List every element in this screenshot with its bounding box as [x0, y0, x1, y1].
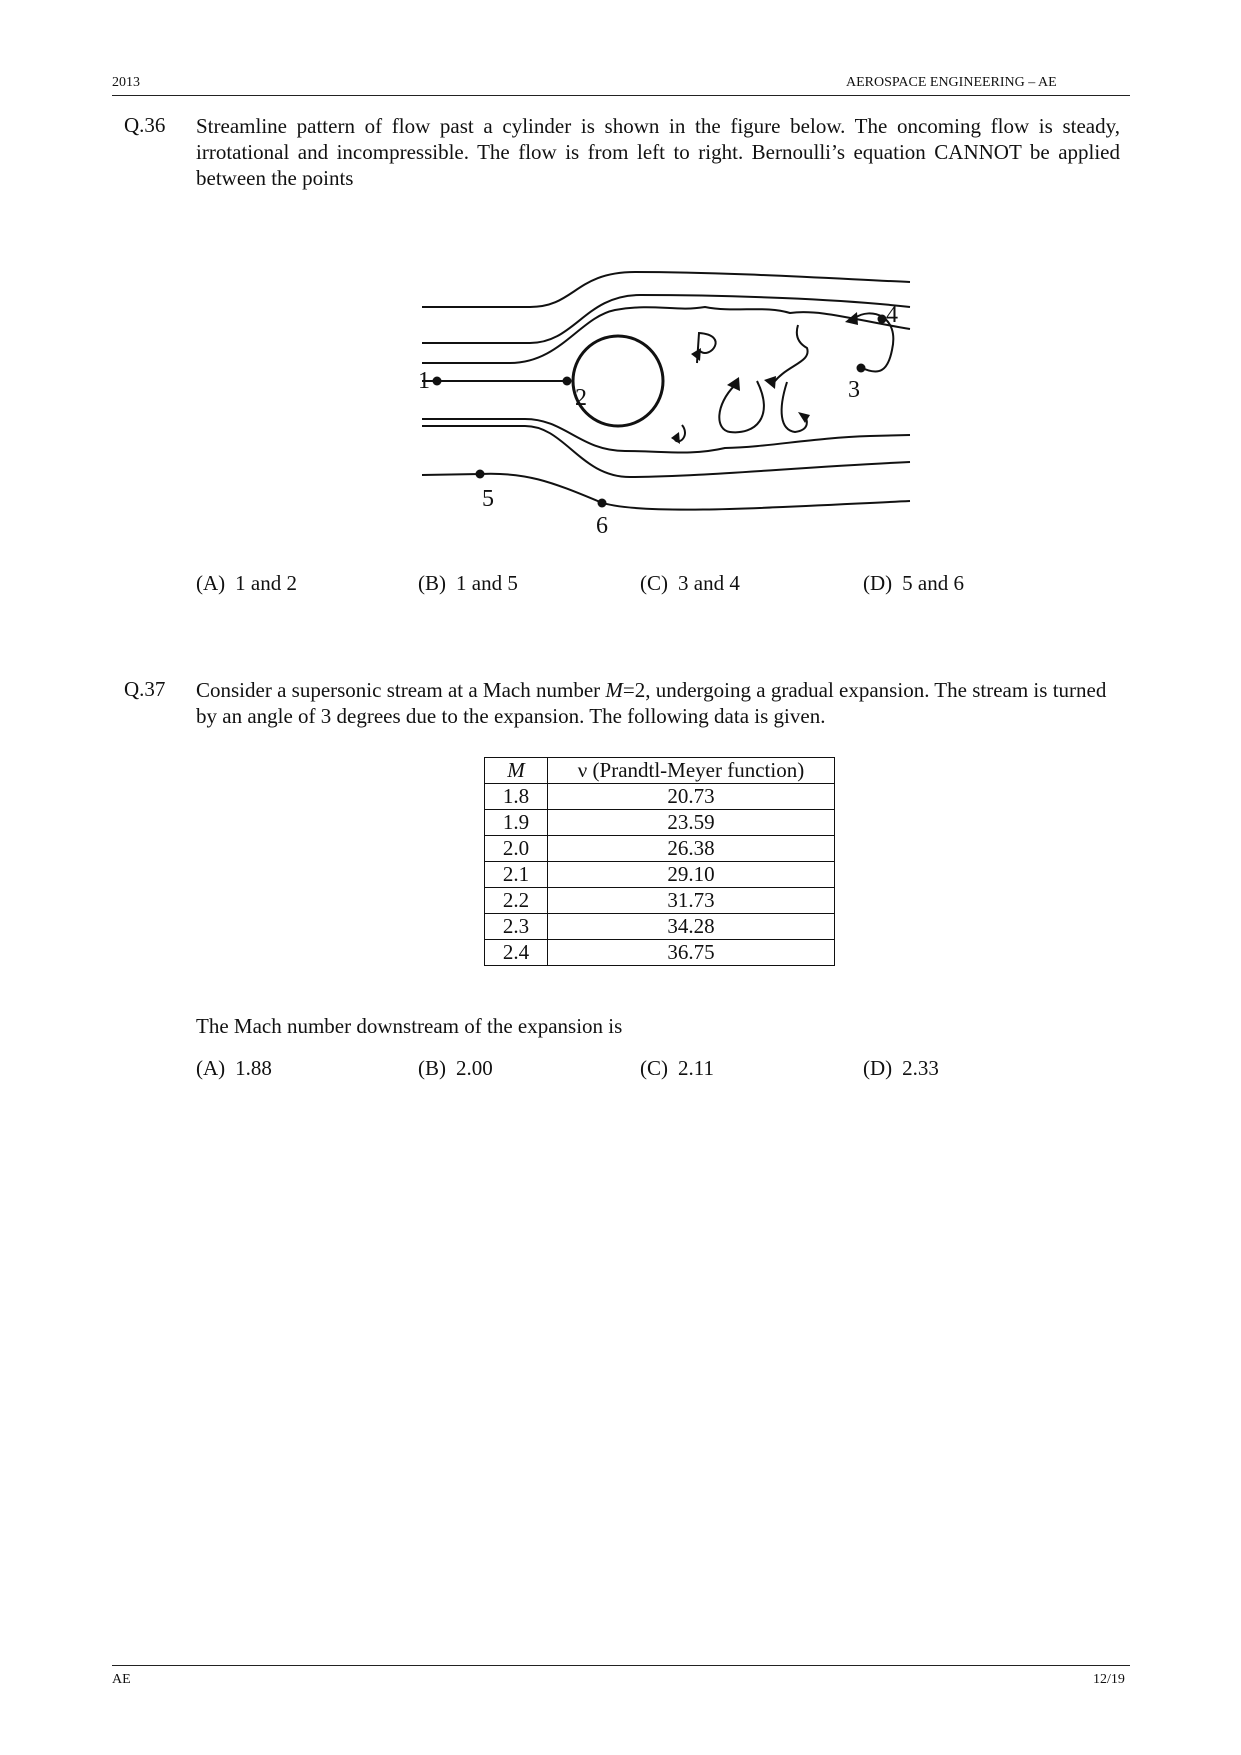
header-rule	[112, 95, 1130, 96]
table-cell-nu: 34.28	[548, 914, 835, 940]
table-cell-mach: 2.0	[485, 836, 548, 862]
q36-option-a[interactable]	[196, 571, 297, 596]
table-cell-nu: 23.59	[548, 810, 835, 836]
table-cell-mach: 1.8	[485, 784, 548, 810]
table-cell-nu: 36.75	[548, 940, 835, 966]
q37-text	[196, 677, 1126, 729]
q36-text: Streamline pattern of flow past a cylinder is shown in the figure below. The oncoming flow is steady, irrotational and incompressible. The flow is from left to right. Bernoulli’s equation CANNOT be applied between the points	[196, 114, 1120, 190]
streamline	[422, 474, 910, 510]
point-5-label: 5	[482, 486, 494, 512]
option-label: (A)	[196, 1056, 226, 1080]
wake-eddy	[772, 325, 808, 385]
point-3-dot	[857, 364, 866, 373]
point-4-label: 4	[886, 302, 898, 328]
q36-option-b[interactable]	[418, 571, 518, 596]
point-3-label: 3	[848, 377, 860, 403]
q36-option-d[interactable]	[863, 571, 964, 596]
option-text: 2.00	[456, 1056, 493, 1080]
option-text: 3 and 4	[678, 571, 740, 595]
point-6-label: 6	[596, 513, 608, 539]
q36-option-c[interactable]	[640, 571, 740, 596]
table-row	[485, 862, 835, 888]
table-cell-nu: 29.10	[548, 862, 835, 888]
q37-text-var: M	[605, 678, 623, 702]
table-cell-nu: 31.73	[548, 888, 835, 914]
option-label: (C)	[640, 571, 668, 595]
table-cell-nu: 20.73	[548, 784, 835, 810]
option-label: (B)	[418, 1056, 446, 1080]
table-cell-mach: 2.4	[485, 940, 548, 966]
table-cell-nu: 26.38	[548, 836, 835, 862]
point-2-label: 2	[575, 385, 587, 411]
option-text: 5 and 6	[902, 571, 964, 595]
wake-eddy	[719, 381, 764, 432]
point-6-dot	[598, 499, 607, 508]
option-text: 1.88	[235, 1056, 272, 1080]
streamline	[422, 307, 910, 363]
header-subject: AEROSPACE ENGINEERING – AE	[846, 75, 1057, 90]
wake-eddy	[782, 382, 807, 432]
option-text: 1 and 2	[235, 571, 297, 595]
footer-page-number: 12/19	[1093, 1672, 1125, 1687]
table-cell-mach: 2.1	[485, 862, 548, 888]
option-label: (C)	[640, 1056, 668, 1080]
table-row	[485, 940, 835, 966]
header-year: 2013	[112, 75, 140, 90]
prandtl-meyer-table	[484, 757, 835, 966]
table-header-nu: ν (Prandtl-Meyer function)	[548, 758, 835, 784]
table-row	[485, 914, 835, 940]
point-2-dot	[563, 377, 572, 386]
table-cell-mach: 2.3	[485, 914, 548, 940]
table-header-row	[485, 758, 835, 784]
q37-prompt: The Mach number downstream of the expansion is	[196, 1014, 623, 1038]
q37-number: Q.37	[124, 677, 166, 701]
footer-rule	[112, 1665, 1130, 1666]
table-cell-mach: 1.9	[485, 810, 548, 836]
table-row	[485, 810, 835, 836]
point-1-label: 1	[418, 368, 430, 394]
option-label: (A)	[196, 571, 226, 595]
q37-option-b[interactable]	[418, 1056, 493, 1081]
option-label: (D)	[863, 1056, 893, 1080]
point-1-dot	[433, 377, 442, 386]
footer-left: AE	[112, 1672, 131, 1687]
q37-option-c[interactable]	[640, 1056, 714, 1081]
streamline	[422, 295, 910, 343]
q37-text-after: =2, undergoing a gradual expansion. The stream is turned by an angle of 3 degrees due to the expansion. The following data is given.	[196, 678, 1107, 728]
q37-option-a[interactable]	[196, 1056, 272, 1081]
option-text: 2.11	[678, 1056, 714, 1080]
q37-text-before: Consider a supersonic stream at a Mach number	[196, 678, 606, 702]
option-text: 1 and 5	[456, 571, 518, 595]
table-cell-mach: 2.2	[485, 888, 548, 914]
q36-figure	[400, 255, 920, 545]
table-row	[485, 836, 835, 862]
option-label: (B)	[418, 571, 446, 595]
option-text: 2.33	[902, 1056, 939, 1080]
point-5-dot	[476, 470, 485, 479]
table-row	[485, 784, 835, 810]
table-row	[485, 888, 835, 914]
table-header-mach: M	[485, 758, 548, 784]
cylinder	[573, 336, 663, 426]
option-label: (D)	[863, 571, 893, 595]
q37-option-d[interactable]	[863, 1056, 939, 1081]
streamline	[422, 419, 910, 453]
q36-number: Q.36	[124, 113, 166, 137]
